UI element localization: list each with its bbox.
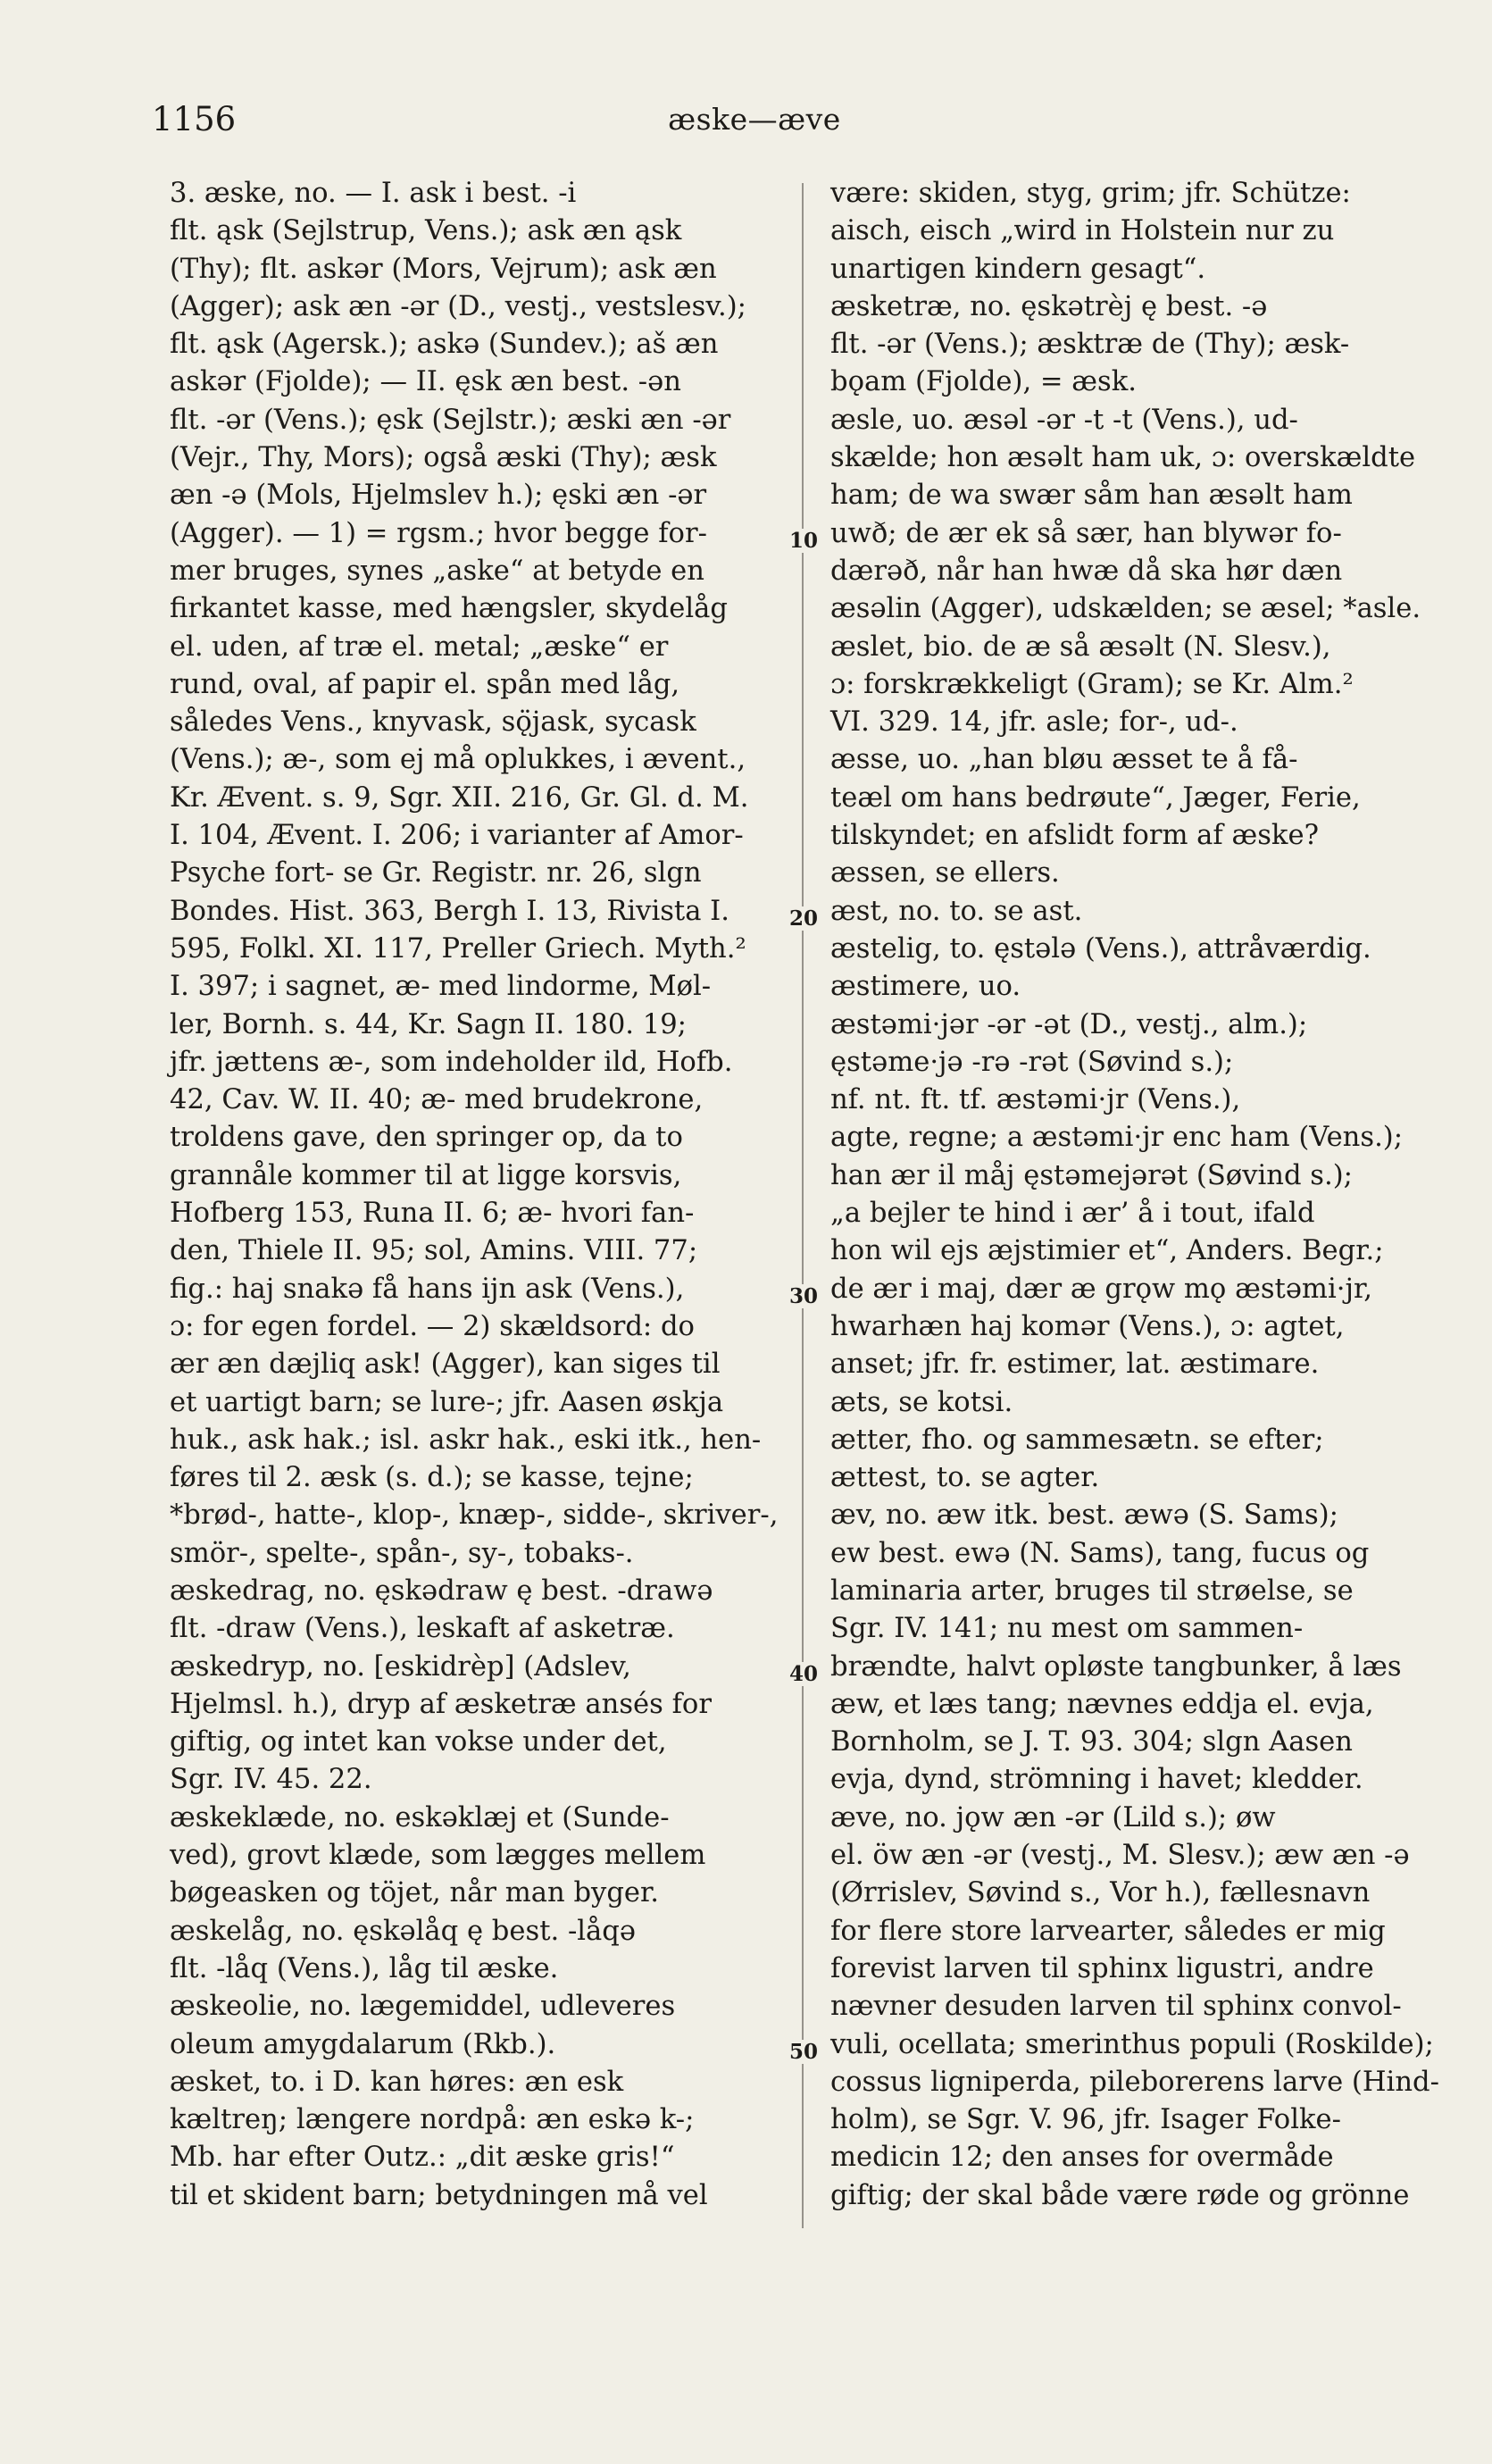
text-line: han ær il måj ęstəmejərət (Søvind s.); (830, 1159, 1353, 1191)
text-line: æsle, uo. æsəl -ər -t -t (Vens.), ud- (830, 404, 1298, 436)
text-line: æslet, bio. de æ så æsəlt (N. Slesv.), (830, 631, 1331, 663)
text-line: nævner desuden larven til sphinx convol- (830, 1991, 1402, 2023)
text-line: *brød-, hatte-, klop-, knæp-, sidde-, skriver-, (170, 1499, 779, 1532)
text-line: ær æn dæjliq ask! (Agger), kan siges til (170, 1349, 721, 1381)
text-line: ættest, to. se agter. (830, 1462, 1100, 1494)
text-line: flt. -låq (Vens.), låg til æske. (170, 1952, 559, 1984)
text-line: ved), grovt klæde, som lægges mellem (170, 1840, 706, 1872)
text-line: flt. -draw (Vens.), leskaft af asketræ. (170, 1613, 675, 1645)
text-line: æv, no. æw itk. best. æwə (S. Sams); (830, 1499, 1338, 1532)
page-number: 1156 (152, 100, 237, 138)
text-line: fig.: haj snakə få hans ijn ask (Vens.), (170, 1273, 685, 1305)
text-line: mer bruges, synes „aske“ at betyde en (170, 555, 704, 587)
text-line: rund, oval, af papir el. spån med låg, (170, 668, 680, 700)
text-line: æts, se kotsi. (830, 1386, 1013, 1418)
text-line: tilskyndet; en afslidt form af æske? (830, 820, 1319, 852)
line-number-20: 20 (781, 906, 826, 931)
text-line: æssen, se ellers. (830, 857, 1060, 890)
text-line: cossus ligniperda, pileborerens larve (Hind- (830, 2066, 1439, 2098)
text-line: æn -ə (Mols, Hjelmslev h.); ęski æn -ər (170, 480, 707, 512)
text-line: uwð; de ær ek så sær, han blywər fo- (830, 517, 1342, 549)
text-line: (Vens.); æ-, som ej må oplukkes, i ævent., (170, 744, 746, 776)
text-line: laminaria arter, bruges til strøelse, se (830, 1574, 1354, 1607)
text-line: ætter, fho. og sammesætn. se efter; (830, 1424, 1324, 1456)
text-line: Mb. har efter Outz.: „dit æske gris!“ (170, 2142, 675, 2174)
text-line: ler, Bornh. s. 44, Kr. Sagn II. 180. 19; (170, 1008, 687, 1040)
text-line: skælde; hon æsəlt ham uk, ɔ: overskældte (830, 442, 1416, 474)
page-header (152, 100, 1357, 154)
text-line: flt. -ər (Vens.); æsktræ de (Thy); æsk- (830, 329, 1350, 361)
text-line: ɔ: forskrækkeligt (Gram); se Kr. Alm.² (830, 668, 1354, 700)
text-line: æsketræ, no. ęskətrèj ę best. -ə (830, 290, 1268, 322)
text-line: æstelig, to. ęstələ (Vens.), attråværdig. (830, 932, 1371, 965)
left-column (170, 175, 786, 2215)
text-line: (Ørrislev, Søvind s., Vor h.), fællesnavn (830, 1877, 1371, 1909)
text-line: jfr. jættens æ-, som indeholder ild, Hofb. (170, 1046, 733, 1078)
text-line: I. 397; i sagnet, æ- med lindorme, Møl- (170, 971, 712, 1003)
text-line: agte, regne; a æstəmi·jr enc ham (Vens.); (830, 1122, 1404, 1154)
text-line: forevist larven til sphinx ligustri, andre (830, 1952, 1374, 1984)
text-line: (Agger). — 1) = rgsm.; hvor begge for- (170, 517, 707, 549)
text-line: Psyche fort- se Gr. Registr. nr. 26, slgn (170, 857, 702, 890)
text-line: Sgr. IV. 141; nu mest om sammen- (830, 1613, 1304, 1645)
text-line: smör-, spelte-, spån-, sy-, tobaks-. (170, 1537, 634, 1569)
line-number-50: 50 (781, 2040, 826, 2064)
column-divider (802, 183, 804, 2228)
text-line: askər (Fjolde); — II. ęsk æn best. -ən (170, 366, 681, 398)
text-line: de ær i maj, dær æ grǫw mǫ æstəmi·jr, (830, 1273, 1372, 1305)
text-line: et uartigt barn; se lure-; jfr. Aasen øskja (170, 1386, 724, 1418)
text-line: Bornholm, se J. T. 93. 304; slgn Aasen (830, 1726, 1353, 1758)
text-line: ɔ: for egen fordel. — 2) skældsord: do (170, 1310, 695, 1342)
text-line: aisch, eisch „wird in Holstein nur zu (830, 215, 1335, 247)
text-line: kæltreŋ; længere nordpå: æn eskə k-; (170, 2104, 695, 2136)
line-number-10: 10 (781, 529, 826, 553)
text-line: el. öw æn -ər (vestj., M. Slesv.); æw æn -ə (830, 1840, 1410, 1872)
text-line: æsəlin (Agger), udskælden; se æsel; *asle. (830, 593, 1421, 625)
text-line: flt. ąsk (Agersk.); askə (Sundev.); aš æn (170, 329, 719, 361)
text-line: ham; de wa swær såm han æsəlt ham (830, 480, 1353, 512)
text-line: huk., ask hak.; isl. askr hak., eski itk., hen- (170, 1424, 762, 1456)
text-line: holm), se Sgr. V. 96, jfr. Isager Folke- (830, 2104, 1341, 2136)
text-line: 595, Folkl. XI. 117, Preller Griech. Myth.² (170, 932, 746, 965)
running-head: æske—æve (668, 102, 841, 137)
text-line: Bondes. Hist. 363, Bergh I. 13, Rivista I. (170, 895, 729, 927)
text-line: unartigen kindern gesagt“. (830, 253, 1206, 285)
text-line: æsse, uo. „han bløu æsset te å få- (830, 744, 1298, 776)
text-line: æskedryp, no. [eskidrèp] (Adslev, (170, 1650, 631, 1683)
text-line: evja, dynd, strömning i havet; kledder. (830, 1764, 1363, 1796)
text-line: „a bejler te hind i ær’ å i tout, ifald (830, 1198, 1315, 1230)
text-line: vuli, ocellata; smerinthus populi (Roskilde); (830, 2028, 1434, 2060)
text-line: til et skident barn; betydningen må vel (170, 2179, 708, 2211)
line-number-30: 30 (781, 1284, 826, 1308)
text-line: for flere store larvearter, således er mig (830, 1915, 1386, 1947)
text-line: 42, Cav. W. II. 40; æ- med brudekrone, (170, 1084, 704, 1116)
text-line: æskeklæde, no. eskəklæj et (Sunde- (170, 1801, 670, 1833)
text-line: giftig, og intet kan vokse under det, (170, 1726, 667, 1758)
text-line: ew best. ewə (N. Sams), tang, fucus og (830, 1537, 1370, 1569)
text-line: I. 104, Ævent. I. 206; i varianter af Amor- (170, 820, 744, 852)
text-line: Kr. Ævent. s. 9, Sgr. XII. 216, Gr. Gl. d. M. (170, 781, 749, 814)
text-line: ęstəme·jə -rə -rət (Søvind s.); (830, 1046, 1234, 1078)
text-line: VI. 329. 14, jfr. asle; for-, ud-. (830, 706, 1238, 739)
text-line: æskeolie, no. lægemiddel, udleveres (170, 1991, 676, 2023)
text-line: 3. æske, no. — I. ask i best. -i (170, 178, 577, 209)
text-line: være: skiden, styg, grim; jfr. Schütze: (830, 178, 1351, 209)
text-line: teæl om hans bedrøute“, Jæger, Ferie, (830, 781, 1361, 814)
text-line: grannåle kommer til at ligge korsvis, (170, 1159, 682, 1191)
text-line: brændte, halvt opløste tangbunker, å læs (830, 1650, 1402, 1683)
text-line: troldens gave, den springer op, da to (170, 1122, 683, 1154)
right-column (830, 175, 1446, 2215)
text-line: Hjelmsl. h.), dryp af æsketræ ansés for (170, 1688, 712, 1720)
text-line: anset; jfr. fr. estimer, lat. æstimare. (830, 1349, 1320, 1381)
text-line: (Thy); flt. askər (Mors, Vejrum); ask æn (170, 253, 717, 285)
text-line: æskelåg, no. ęskəlåq ę best. -låqə (170, 1915, 636, 1947)
text-line: bǫam (Fjolde), = æsk. (830, 366, 1137, 398)
text-line: æskedrag, no. ęskədraw ę best. -drawə (170, 1574, 713, 1607)
text-line: hon wil ejs æjstimier et“, Anders. Begr.; (830, 1235, 1384, 1267)
text-line: den, Thiele II. 95; sol, Amins. VIII. 77; (170, 1235, 698, 1267)
text-line: hwarhæn haj komər (Vens.), ɔ: agtet, (830, 1310, 1345, 1342)
text-line: æw, et læs tang; nævnes eddja el. evja, (830, 1688, 1374, 1720)
text-line: æstəmi·jər -ər -ət (D., vestj., alm.); (830, 1008, 1308, 1040)
text-line: æstimere, uo. (830, 971, 1021, 1003)
text-line: firkantet kasse, med hængsler, skydelåg (170, 593, 728, 625)
text-line: el. uden, af træ el. metal; „æske“ er (170, 631, 669, 663)
text-line: æst, no. to. se ast. (830, 895, 1083, 927)
text-line: (Vejr., Thy, Mors); også æski (Thy); æsk (170, 442, 717, 474)
text-line: giftig; der skal både være røde og grönne (830, 2179, 1410, 2211)
text-line: således Vens., knyvask, sǫ̈jask, sycask (170, 706, 696, 739)
text-line: (Agger); ask æn -ər (D., vestj., vestslesv.); (170, 290, 746, 322)
text-line: Sgr. IV. 45. 22. (170, 1764, 372, 1796)
text-line: flt. ąsk (Sejlstrup, Vens.); ask æn ąsk (170, 215, 682, 247)
text-line: nf. nt. ft. tf. æstəmi·jr (Vens.), (830, 1084, 1241, 1116)
text-line: oleum amygdalarum (Rkb.). (170, 2028, 556, 2060)
text-line: medicin 12; den anses for overmåde (830, 2142, 1334, 2174)
text-line: flt. -ər (Vens.); ęsk (Sejlstr.); æski æn -ər (170, 404, 731, 436)
line-number-40: 40 (781, 1662, 826, 1686)
text-line: Hofberg 153, Runa II. 6; æ- hvori fan- (170, 1198, 695, 1230)
text-line: æsket, to. i D. kan høres: æn esk (170, 2066, 624, 2098)
text-line: dærəð, når han hwæ då ska hør dæn (830, 555, 1343, 587)
text-line: æve, no. jǫw æn -ər (Lild s.); øw (830, 1801, 1276, 1833)
text-line: bøgeasken og töjet, når man byger. (170, 1877, 659, 1909)
text-line: føres til 2. æsk (s. d.); se kasse, tejne; (170, 1462, 694, 1494)
